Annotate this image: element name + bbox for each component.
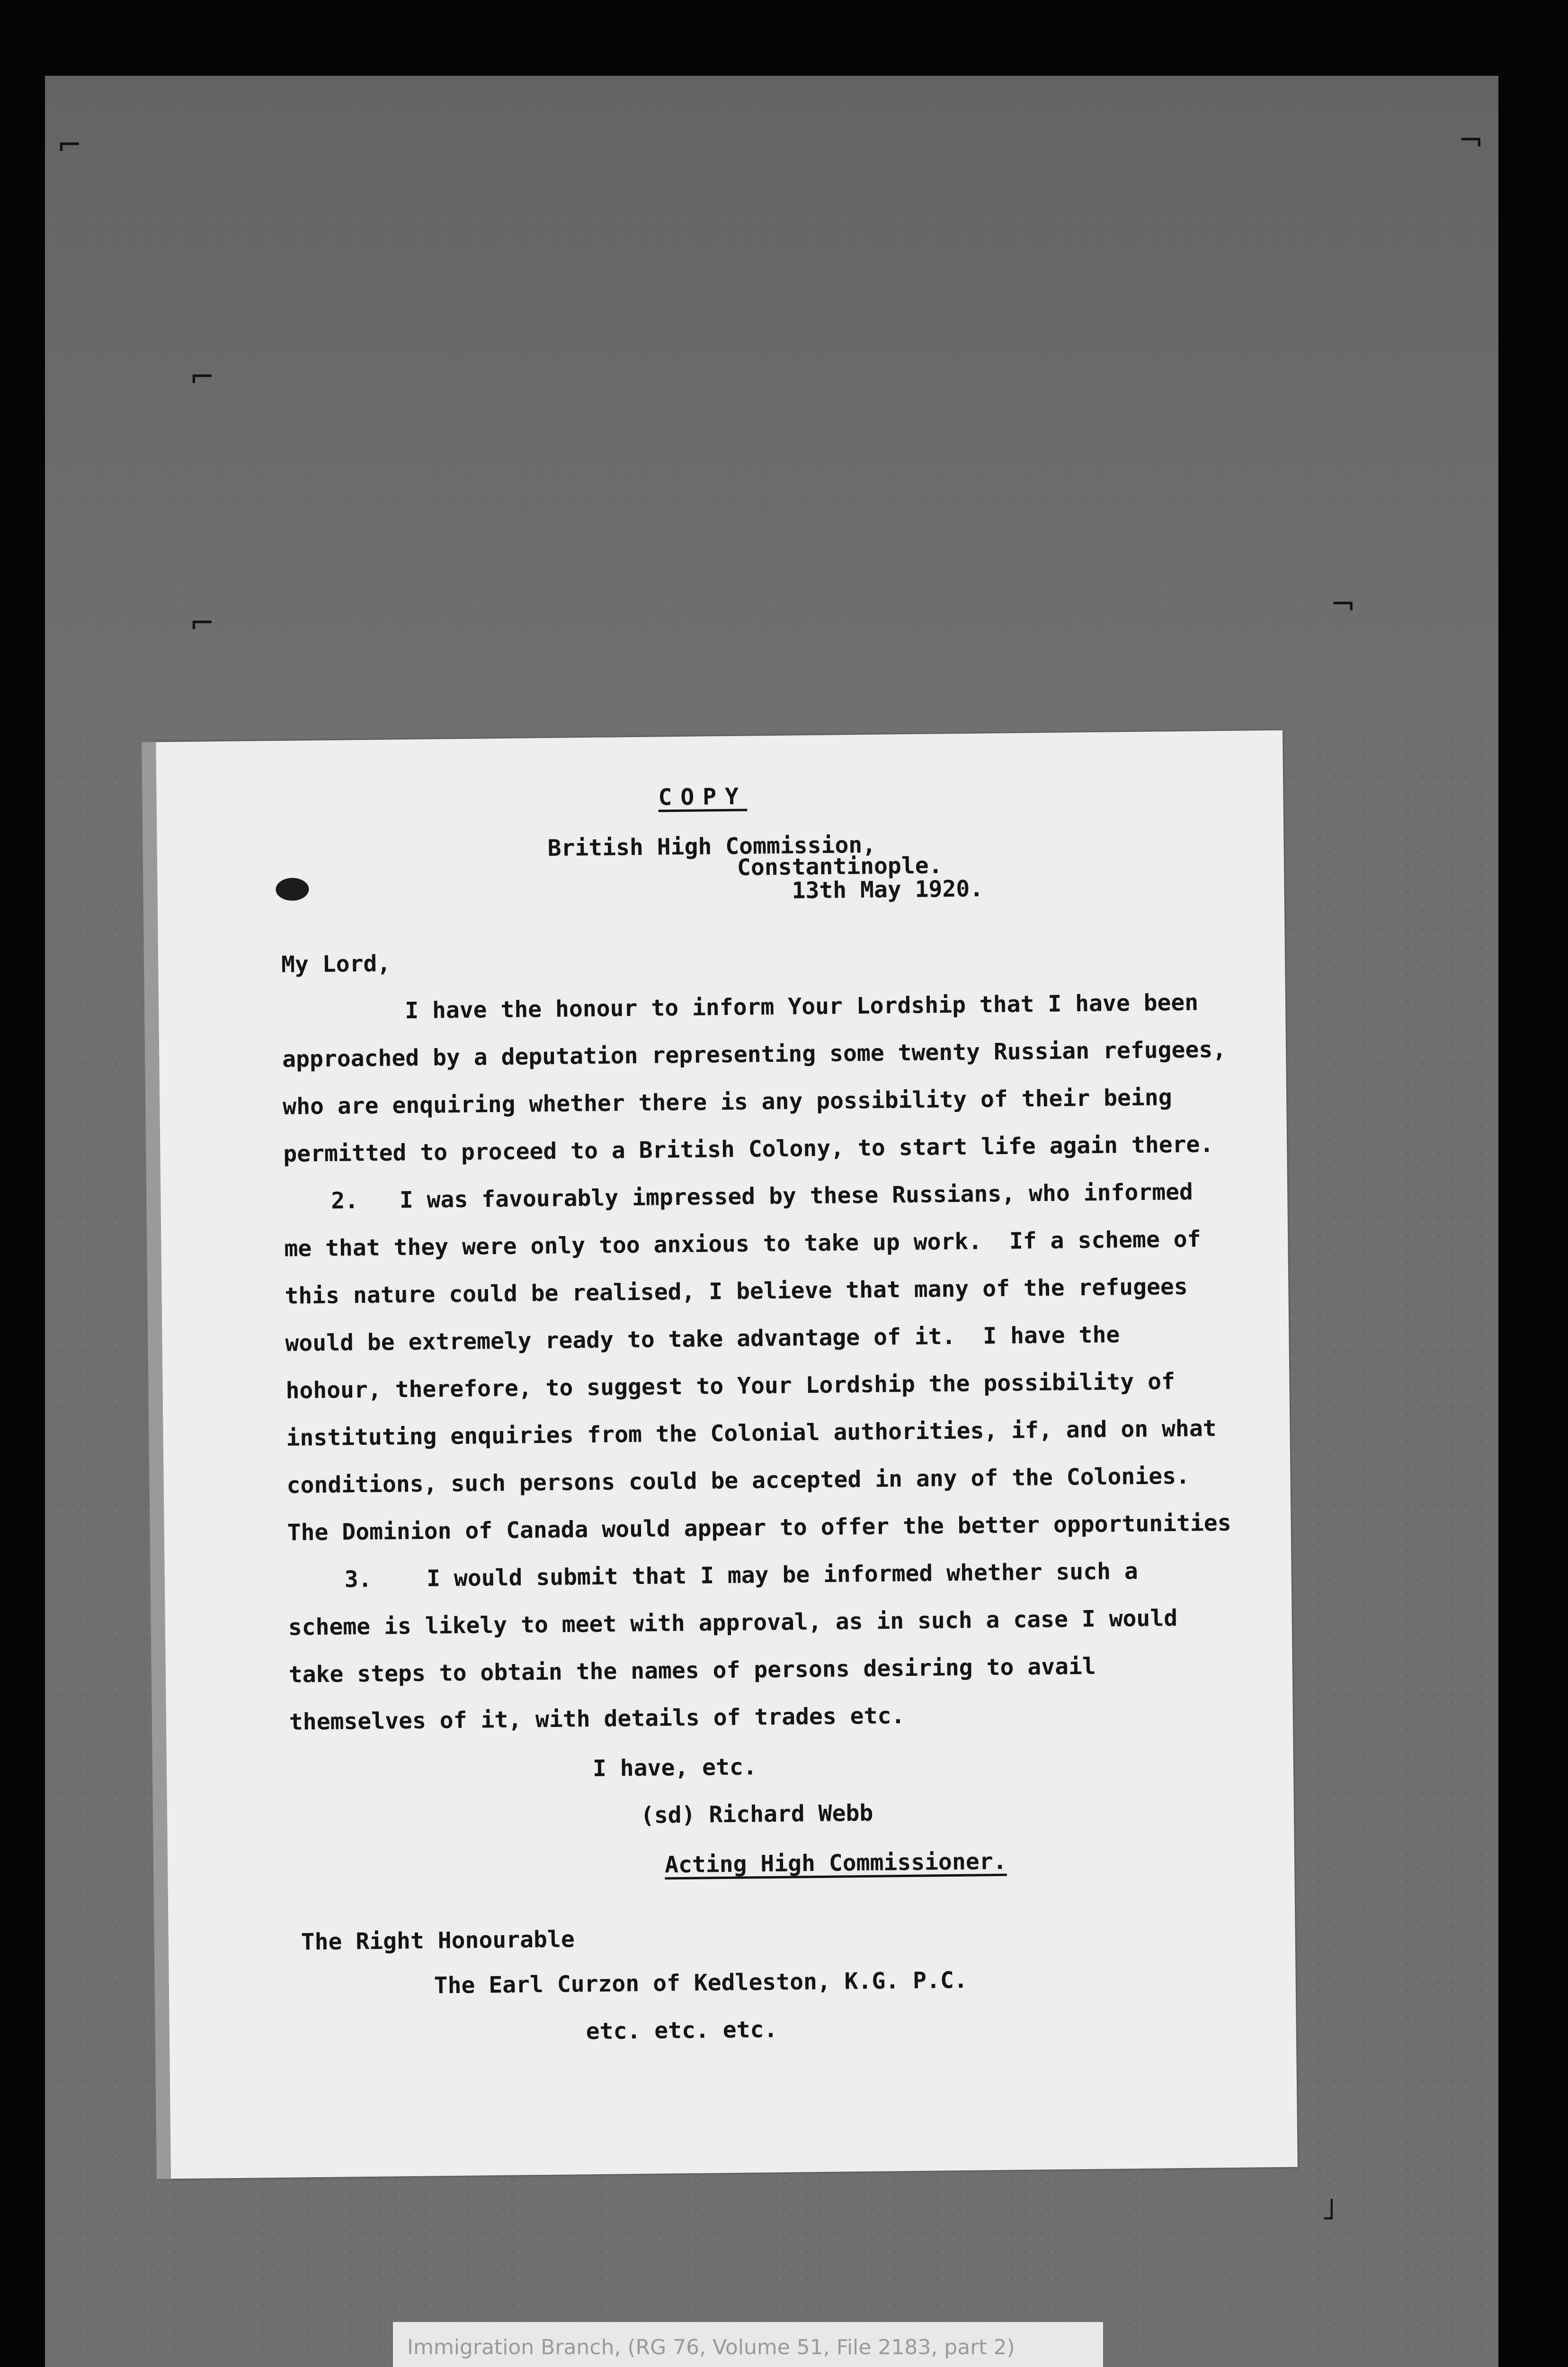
letter-heading: COPY <box>658 783 748 811</box>
address-line-1: British High Commission, <box>547 831 876 862</box>
body-line: The Dominion of Canada would appear to offer the better opportunities <box>287 1509 1231 1546</box>
addressee-line-1: The Right Honourable <box>301 1926 575 1956</box>
board-shading <box>45 76 1498 739</box>
body-line: take steps to obtain the names of persons desiring to avail <box>288 1653 1096 1688</box>
address-line-2: Constantinople. <box>737 852 943 881</box>
body-line: hohour, therefore, to suggest to Your Lordship the possibility of <box>285 1368 1176 1404</box>
ink-blot <box>276 878 309 901</box>
body-line: approached by a deputation representing some twenty Russian refugees, <box>282 1036 1227 1073</box>
salutation: My Lord, <box>281 950 391 978</box>
body-line: conditions, such persons could be accepted in any of the Colonies. <box>286 1462 1190 1499</box>
signature-title: Acting High Commissioner. <box>664 1848 1007 1878</box>
closing: I have, etc. <box>592 1753 757 1782</box>
body-line: instituting enquiries from the Colonial authorities, if, and on what <box>286 1415 1217 1451</box>
archive-reference: Immigration Branch, (RG 76, Volume 51, File 2183, part 2) <box>407 2335 1015 2359</box>
body-line: themselves of it, with details of trades etc. <box>289 1702 905 1735</box>
body-line: would be extremely ready to take advantage of it. I have the <box>285 1321 1120 1357</box>
body-line: 3. I would submit that I may be informed whether such a <box>344 1557 1139 1593</box>
corner-mark: ˩ <box>1321 2192 1336 2227</box>
address-line-3: 13th May 1920. <box>792 875 984 904</box>
corner-mark: ⌐ <box>189 606 215 641</box>
archive-reference-slip <box>393 2322 1103 2367</box>
body-line: this nature could be realised, I believe that many of the refugees <box>285 1273 1188 1309</box>
addressee-line-2: The Earl Curzon of Kedleston, K.G. P.C. <box>434 1967 968 1999</box>
body-line: me that they were only too anxious to take up work. If a scheme of <box>284 1226 1201 1262</box>
body-line: permitted to proceed to a British Colony, to start life again there. <box>283 1131 1214 1167</box>
addressee-line-3: etc. etc. etc. <box>586 2016 778 2045</box>
body-line: who are enquiring whether there is any possibility of their being <box>282 1084 1172 1120</box>
corner-mark: ¬ <box>1330 587 1356 622</box>
corner-mark: ⌐ <box>57 128 82 163</box>
body-line: scheme is likely to meet with approval, as in such a case I would <box>288 1605 1178 1641</box>
signature: (sd) Richard Webb <box>640 1799 873 1829</box>
body-line: 2. I was favourably impressed by these Russians, who informed <box>331 1178 1194 1214</box>
body-line: I have the honour to inform Your Lordship that I have been <box>404 989 1199 1024</box>
corner-mark: ¬ <box>1458 123 1484 158</box>
letter-sheet <box>156 730 1298 2179</box>
corner-mark: ⌐ <box>189 360 215 395</box>
